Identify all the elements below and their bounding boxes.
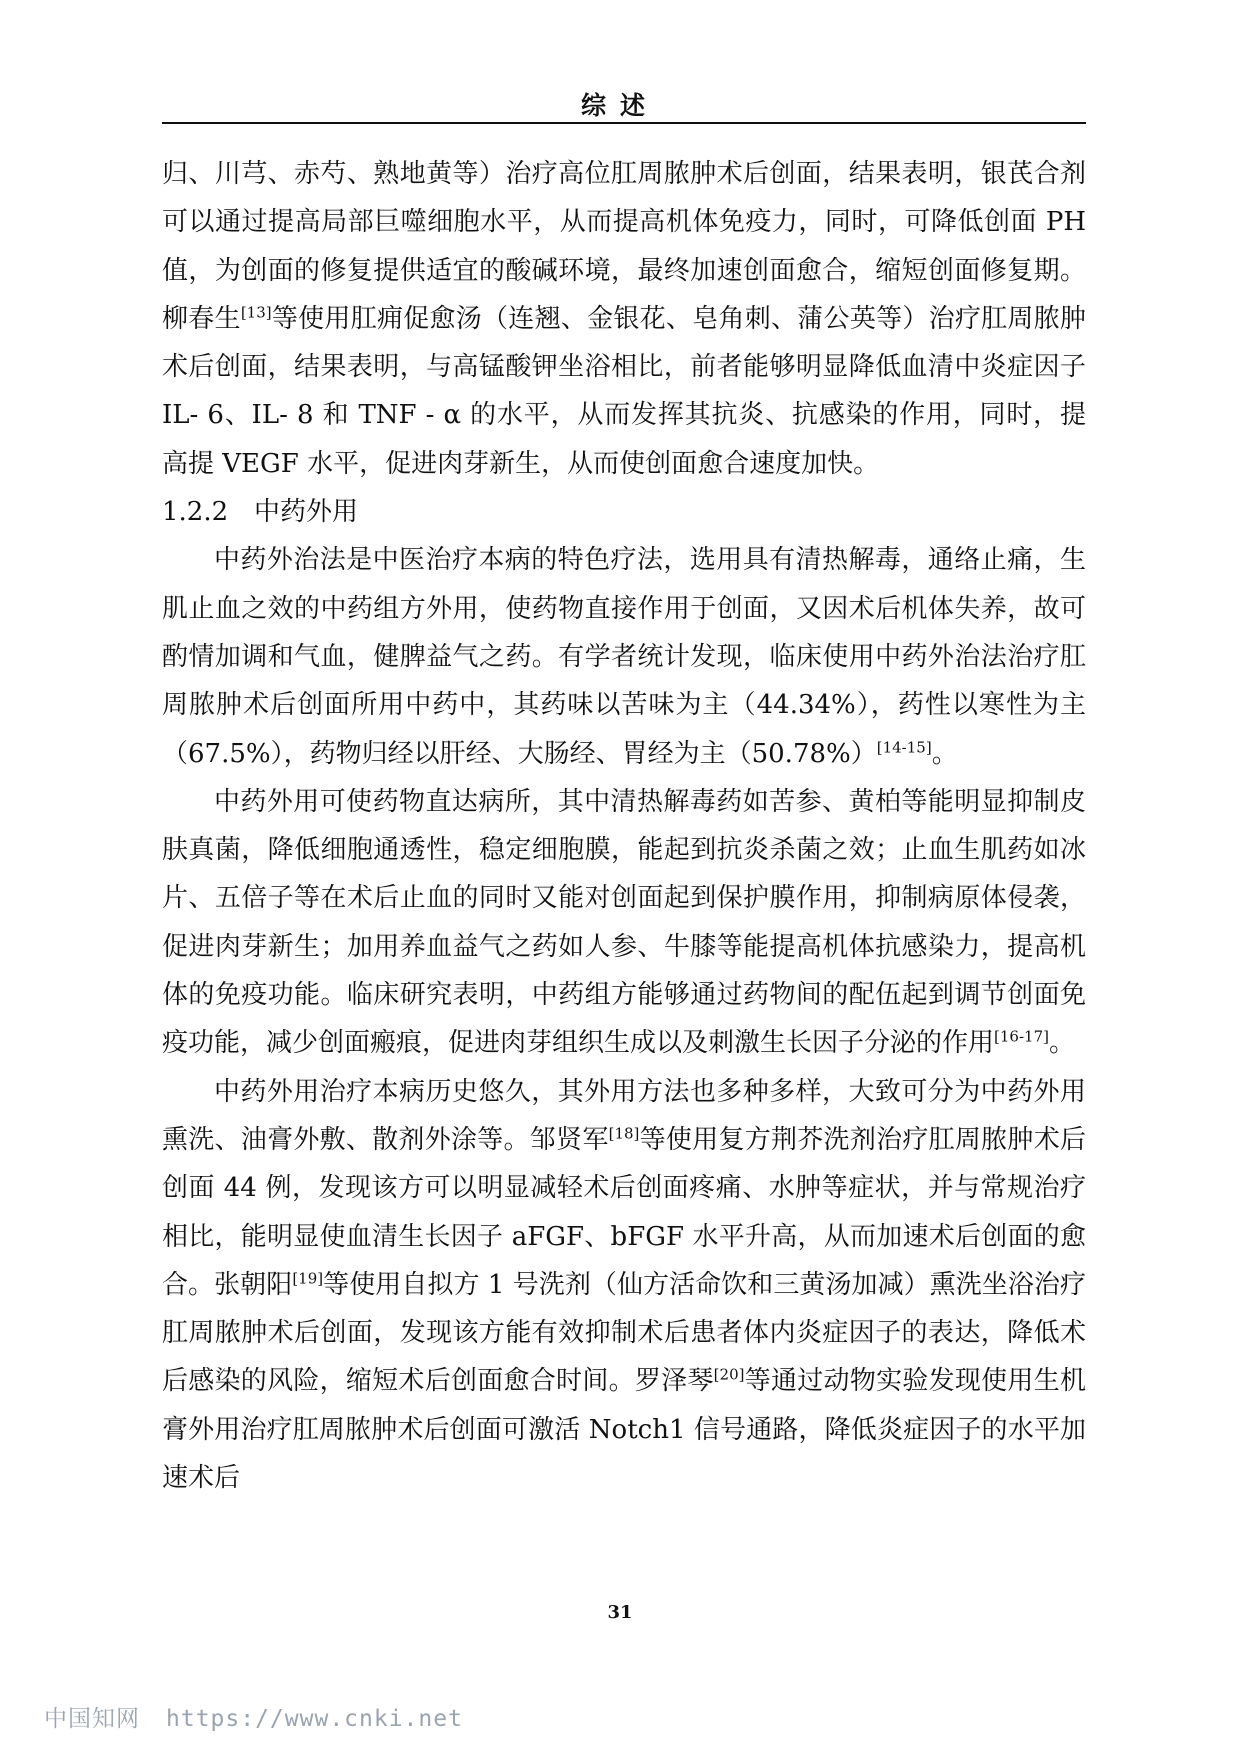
paragraph-3-text-b: 。 — [1048, 1028, 1075, 1059]
paragraph-3 — [162, 778, 1086, 1068]
citation-16-17[interactable]: [16-17] — [994, 1027, 1049, 1046]
paragraph-2 — [162, 536, 1086, 777]
paragraph-4-text-b: 等使用复方荆芥洗剂治疗肛周脓肿术后创面 44 例，发现该方可以明显减轻术后创面疼痛、水肿等症状，并与常规治疗相比，能明显使血清生长因子 aFGF、bFGF 水平升高，从而加速术后创面的愈合。张朝阳 — [162, 1124, 1086, 1300]
paragraph-2-text-a: 中药外治法是中医治疗本病的特色疗法，选用具有清热解毒，通络止痛，生肌止血之效的中药组方外用，使药物直接作用于创面，又因术后机体失养，故可酌情加调和气血，健脾益气之药。有学者统计发现，临床使用中药外治法治疗肛周脓肿术后创面所用中药中，其药味以苦味为主（44.34%），药性以寒性为主（67.5%），药物归经以肝经、大肠经、胃经为主（50.78%） — [162, 545, 1086, 769]
citation-13[interactable]: [13] — [240, 303, 272, 322]
running-header-title: 综述 — [580, 91, 659, 120]
section-title: 中药外用 — [254, 497, 359, 528]
citation-18[interactable]: [18] — [608, 1124, 640, 1143]
cnki-url[interactable]: https://www.cnki.net — [166, 1706, 463, 1732]
citation-19[interactable]: [19] — [292, 1269, 324, 1288]
paragraph-3-text-a: 中药外用可使药物直达病所，其中清热解毒药如苦参、黄柏等能明显抑制皮肤真菌，降低细胞通透性，稳定细胞膜，能起到抗炎杀菌之效；止血生肌药如冰片、五倍子等在术后止血的同时又能对创面起到保护膜作用，抑制病原体侵袭，促进肉芽新生；加用养血益气之药如人参、牛膝等能提高机体抗感染力，提高机体的免疫功能。临床研究表明，中药组方能够通过药物间的配伍起到调节创面免疫功能，减少创面瘢痕，促进肉芽组织生成以及刺激生长因子分泌的作用 — [162, 786, 1086, 1059]
section-heading — [162, 488, 1086, 536]
cnki-brand: 中国知网 — [44, 1706, 140, 1732]
section-number: 1.2.2 — [162, 497, 229, 528]
paragraph-2-text-b: 。 — [931, 738, 958, 769]
paragraph-1 — [162, 150, 1086, 488]
paragraph-4-text-c: 等使用自拟方 1 号洗剂（仙方活命饮和三黄汤加减）熏洗坐浴治疗肛周脓肿术后创面，发现该方能有效抑制术后患者体内炎症因子的表达，降低术后感染的风险，缩短术后创面愈合时间。罗泽琴 — [162, 1269, 1086, 1397]
paragraph-1-text-a: 归、川芎、赤芍、熟地黄等）治疗高位肛周脓肿术后创面，结果表明，银芪合剂可以通过提高局部巨噬细胞水平，从而提高机体免疫力，同时，可降低创面 PH 值，为创面的修复提供适宜的酸碱环境，最终加速创面愈合，缩短创面修复期。柳春生 — [162, 159, 1086, 334]
paragraph-4-text-d: 等通过动物实验发现使用生机膏外用治疗肛周脓肿术后创面可激活 Notch1 信号通路，降低炎症因子的水平加速术后 — [162, 1366, 1086, 1494]
citation-20[interactable]: [20] — [713, 1365, 745, 1384]
paragraph-4 — [162, 1068, 1086, 1503]
body-text — [162, 150, 1086, 1502]
footer-watermark — [44, 1700, 463, 1733]
paragraph-1-text-b: 等使用肛痈促愈汤（连翘、金银花、皂角刺、蒲公英等）治疗肛周脓肿术后创面，结果表明，与高锰酸钾坐浴相比，前者能够明显降低血清中炎症因子 IL- 6、IL- 8 和 TNF - α 的水平，从而发挥其抗炎、抗感染的作用，同时，提高提 VEGF 水平，促进肉芽新生，从而使创面愈合速度加快。 — [162, 303, 1086, 479]
paragraph-4-text-a: 中药外用治疗本病历史悠久，其外用方法也多种多样，大致可分为中药外用熏洗、油膏外敷、散剂外涂等。邹贤军 — [162, 1076, 1086, 1155]
header-rule — [162, 122, 1086, 124]
page-number: 31 — [607, 1602, 633, 1623]
citation-14-15[interactable]: [14-15] — [876, 737, 932, 756]
